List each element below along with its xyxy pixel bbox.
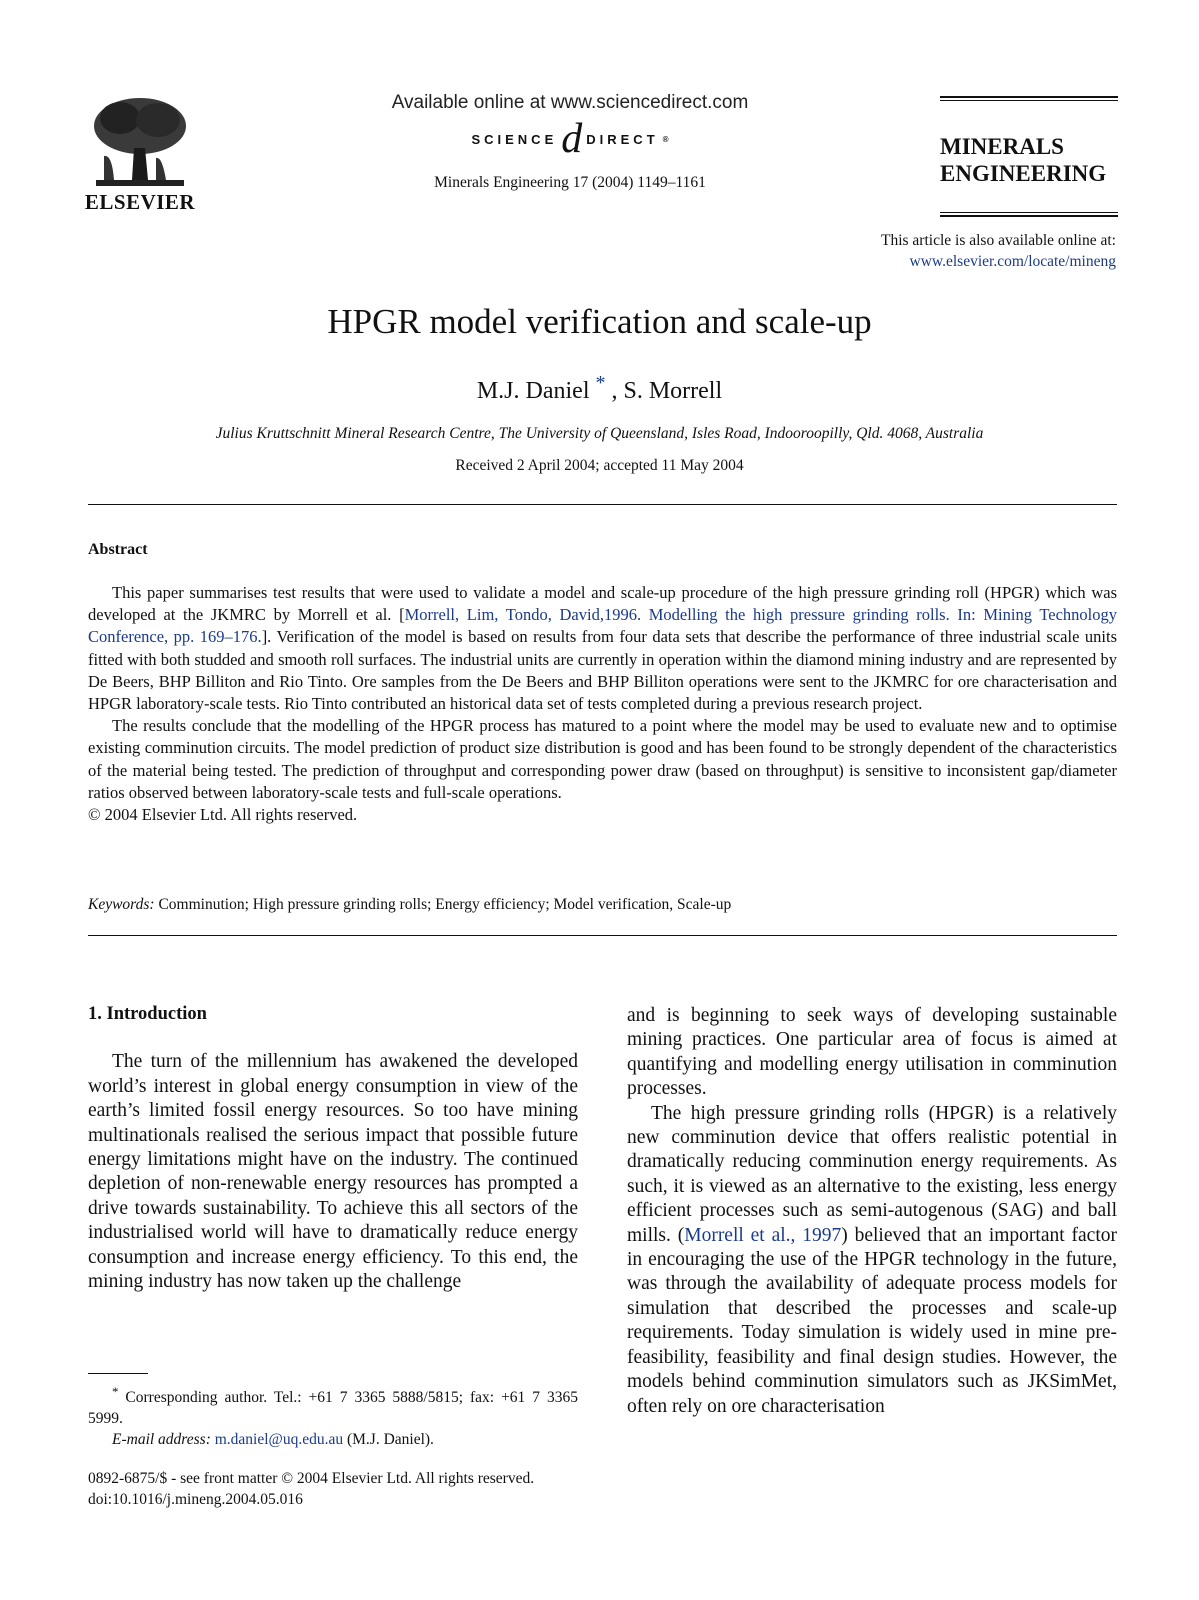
- article-title: HPGR model verification and scale-up: [327, 302, 872, 341]
- email-footnote: [88, 1429, 578, 1450]
- affiliation: Julius Kruttschnitt Mineral Research Centre, The University of Queensland, Isles Road, Indooroopilly, Qld. 4068, Australia: [215, 425, 984, 442]
- header-center: [340, 92, 800, 192]
- abstract-p1-start: This paper summarises test results that were used to validate a model and scale-up procedure of the high pressure grinding roll (HPGR) which was developed at the JKMRC by Morrell et al. [: [88, 583, 1117, 625]
- journal-block: [940, 96, 1118, 217]
- journal-top-rule: [940, 96, 1118, 98]
- registered-mark: ®: [662, 134, 669, 144]
- abstract-body: [88, 582, 1117, 826]
- sciencedirect-logo: [340, 116, 800, 162]
- abstract-bottom-rule: [88, 935, 1117, 936]
- journal-name-line2: ENGINEERING: [940, 161, 1107, 186]
- journal-bottom-rule: [940, 215, 1118, 217]
- journal-citation: Minerals Engineering 17 (2004) 1149–1161: [434, 174, 706, 191]
- corresponding-author-footnote: [88, 1381, 578, 1429]
- abstract-heading: Abstract: [88, 541, 148, 558]
- body-right-column: [627, 1004, 1117, 1419]
- email-link[interactable]: m.daniel@uq.edu.au: [214, 1431, 344, 1449]
- front-matter: [88, 1468, 534, 1510]
- journal-name: [940, 133, 1118, 187]
- footnote-text: Corresponding author. Tel.: +61 7 3365 5888/5815; fax: +61 7 3365 5999.: [88, 1389, 578, 1428]
- elsevier-tree-icon: [90, 96, 190, 192]
- morrell-1997-reference-link[interactable]: Morrell et al., 1997: [684, 1224, 842, 1246]
- journal-top-rule-thin: [940, 100, 1118, 101]
- abstract-top-rule: [88, 504, 1117, 505]
- keywords-label: Keywords:: [88, 896, 155, 913]
- intro-p2-end: ) believed that an important factor in encouraging the use of the HPGR technology in the future, was through the availability of adequate process models for simulation that described the processes and scale-up requirements. Today simulation is widely used in mine pre-feasibility, feasibility and final design studies. However, the models behind comminution simulators such as JKSimMet, often rely on ore characterisation: [627, 1224, 1117, 1417]
- sciencedirect-left: SCIENCE: [471, 131, 558, 147]
- also-online-line1: This article is also available online at:: [880, 232, 1116, 249]
- journal-name-line1: MINERALS: [940, 134, 1064, 159]
- email-label: E-mail address:: [112, 1431, 211, 1449]
- author-1: M.J. Daniel: [476, 378, 590, 404]
- section-heading-introduction: 1. Introduction: [88, 1004, 207, 1024]
- corresponding-author-marker[interactable]: *: [595, 372, 606, 394]
- email-suffix: (M.J. Daniel).: [343, 1431, 434, 1449]
- journal-url-link[interactable]: www.elsevier.com/locate/mineng: [909, 253, 1116, 270]
- keywords-list: Comminution; High pressure grinding rolls; Energy efficiency; Model verification, Scale-up: [154, 896, 732, 913]
- journal-bottom-rule-thin: [940, 212, 1118, 213]
- intro-paragraph-2: [627, 1102, 1117, 1419]
- publisher-name: ELSEVIER: [84, 190, 196, 214]
- author-2: , S. Morrell: [611, 378, 723, 404]
- sciencedirect-right: DIRECT: [586, 131, 659, 147]
- footnote-rule: [88, 1373, 148, 1374]
- morrell-1996-reference-link[interactable]: Morrell, Lim, Tondo, David,1996. Modelling the high pressure grinding rolls. In: Mining Technology Conference, pp. 169–176.: [88, 605, 1117, 647]
- intro-p2-start: The high pressure grinding rolls (HPGR) is a relatively new comminution device that offers realistic potential in dramatically reducing comminution energy requirements. As such, it is viewed as an alternative to the existing, less energy efficient processes such as semi-autogenous (SAG) and ball mills. (: [627, 1102, 1117, 1246]
- footnote: [88, 1381, 578, 1450]
- footnote-marker: *: [112, 1384, 119, 1399]
- abstract-paragraph-1: [88, 582, 1117, 715]
- elsevier-logo: [78, 96, 202, 220]
- sciencedirect-at-icon: d: [561, 116, 583, 162]
- intro-paragraph-1: The turn of the millennium has awakened the developed world’s interest in global energy consumption in view of the earth’s limited fossil energy resources. So too have mining multinationals realised the serious impact that possible future energy limitations might have on the industry. The continued depletion of non-renewable energy resources has prompted a drive towards sustainability. To achieve this all sectors of the industrialised world will have to dramatically reduce energy consumption and increase energy efficiency. To this end, the mining industry has now taken up the challenge: [88, 1051, 578, 1293]
- abstract-paragraph-2: The results conclude that the modelling of the HPGR process has matured to a point where the model may be used to evaluate new and to optimise existing comminution circuits. The model prediction of product size distribution is good and has been found to be strongly dependent of the characteristics of the material being tested. The prediction of throughput and corresponding power draw (based on throughput) is sensitive to inconsistent gap/diameter ratios observed between laboratory-scale tests and full-scale operations.: [88, 716, 1117, 802]
- intro-paragraph-1-continued: and is beginning to seek ways of developing sustainable mining practices. One particular area of focus is aimed at quantifying and modelling energy utilisation in comminution processes.: [627, 1005, 1117, 1100]
- available-online-text: Available online at www.sciencedirect.com: [391, 92, 749, 113]
- abstract-copyright: © 2004 Elsevier Ltd. All rights reserved.: [88, 805, 358, 825]
- also-online-note: [881, 230, 1116, 272]
- front-matter-issn: 0892-6875/$ - see front matter © 2004 Elsevier Ltd. All rights reserved.: [88, 1470, 535, 1487]
- front-matter-doi: doi:10.1016/j.mineng.2004.05.016: [88, 1491, 303, 1508]
- received-dates: Received 2 April 2004; accepted 11 May 2004: [455, 457, 744, 474]
- abstract-p1-end: ]. Verification of the model is based on results from four data sets that describe the performance of three industrial scale units fitted with both studded and smooth roll surfaces. The industrial units are currently in operation within the diamond mining industry and are represented by De Beers, BHP Billiton and Rio Tinto. Ore samples from the De Beers and BHP Billiton operations were sent to the JKMRC for ore characterisation and HPGR laboratory-scale tests. Rio Tinto contributed an historical data set of tests completed during a previous research project.: [88, 627, 1117, 714]
- body-left-column: [88, 1002, 578, 1294]
- article-authors: [0, 372, 1199, 405]
- keywords: [88, 896, 1117, 914]
